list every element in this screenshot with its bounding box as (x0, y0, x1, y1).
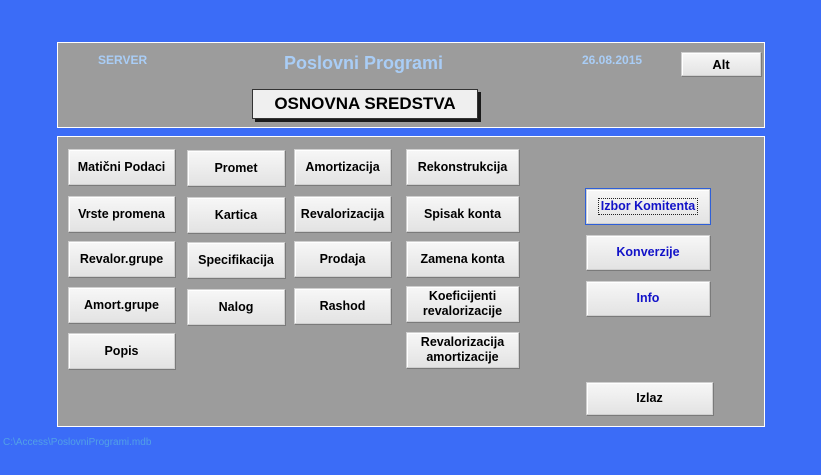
server-label: SERVER (98, 53, 148, 67)
alt-button[interactable]: Alt (681, 52, 761, 76)
revalorizacija-amortizacije-button[interactable]: Revalorizacija amortizacije (406, 332, 519, 368)
popis-button[interactable]: Popis (68, 333, 175, 369)
amortizacija-button[interactable]: Amortizacija (294, 149, 391, 185)
header-panel (57, 42, 765, 128)
prodaja-button[interactable]: Prodaja (294, 241, 391, 277)
kartica-button[interactable]: Kartica (187, 197, 285, 233)
vrste-promena-button[interactable]: Vrste promena (68, 196, 175, 232)
database-path-label: C:\Access\PoslovniProgrami.mdb (3, 437, 152, 448)
zamena-konta-button[interactable]: Zamena konta (406, 241, 519, 277)
koeficijenti-revalorizacije-button[interactable]: Koeficijenti revalorizacije (406, 286, 519, 322)
rashod-button[interactable]: Rashod (294, 288, 391, 324)
module-title: OSNOVNA SREDSTVA (252, 89, 478, 119)
app-title: Poslovni Programi (284, 53, 444, 73)
main-menu-panel (57, 136, 765, 427)
promet-button[interactable]: Promet (187, 150, 285, 186)
revalor-grupe-button[interactable]: Revalor.grupe (68, 241, 175, 277)
info-button[interactable]: Info (586, 281, 710, 316)
izbor-komitenta-label: Izbor Komitenta (598, 198, 698, 215)
specifikacija-button[interactable]: Specifikacija (187, 242, 285, 278)
izbor-komitenta-button[interactable] (586, 189, 710, 224)
izlaz-button[interactable]: Izlaz (586, 382, 713, 415)
revalorizacija-button[interactable]: Revalorizacija (294, 196, 391, 232)
spisak-konta-button[interactable]: Spisak konta (406, 196, 519, 232)
konverzije-button[interactable]: Konverzije (586, 235, 710, 270)
nalog-button[interactable]: Nalog (187, 289, 285, 325)
amort-grupe-button[interactable]: Amort.grupe (68, 287, 175, 323)
maticni-podaci-button[interactable]: Matični Podaci (68, 149, 175, 185)
rekonstrukcija-button[interactable]: Rekonstrukcija (406, 149, 519, 185)
date-label: 26.08.2015 (582, 53, 643, 67)
